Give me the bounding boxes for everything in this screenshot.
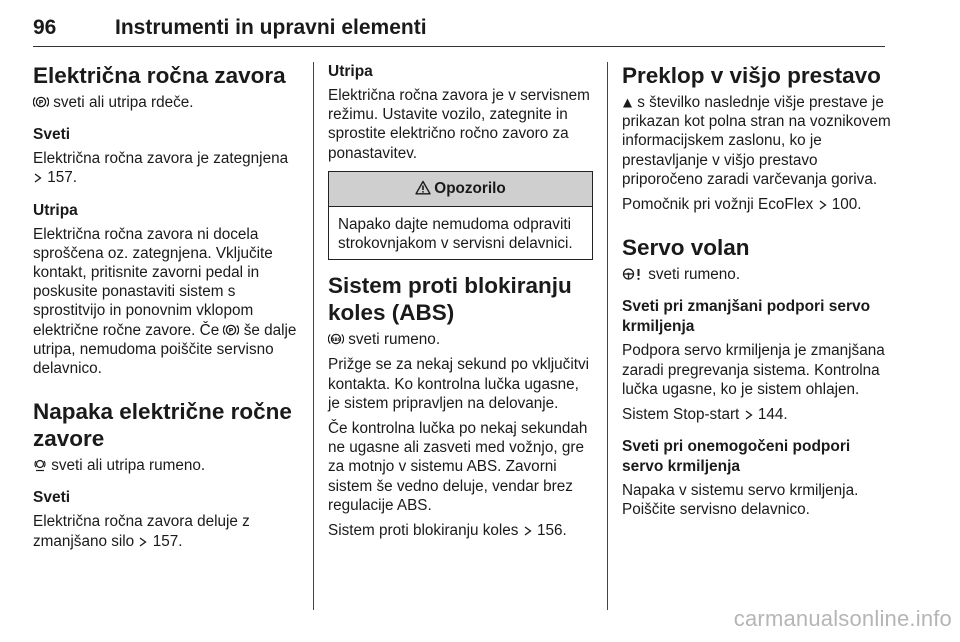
page-ref-arrow-icon [138, 533, 148, 550]
paragraph: Električna ročna zavora deluje z zmanjšano silo 157. [33, 513, 250, 550]
paragraph: Pomočnik pri vožnji EcoFlex 100. [622, 196, 862, 214]
running-title: Instrumenti in upravni elementi [115, 16, 427, 39]
svg-text:P: P [229, 325, 234, 334]
column-right [622, 62, 892, 526]
subsection-title: Sveti pri zmanjšani podpori servo krmiljenja [622, 298, 871, 336]
subsection-title: Sveti pri onemogočeni podpori servo krmiljenja [622, 438, 851, 476]
warning-header: Opozorilo [329, 172, 592, 207]
page-ref-arrow-icon [818, 196, 828, 213]
column-middle [328, 62, 593, 546]
paragraph: Sistem Stop-start 144. [622, 406, 788, 424]
subsection-title: Utripa [328, 63, 373, 80]
column-divider [607, 62, 608, 610]
paragraph: Prižge se za nekaj sekund po vključitvi kontakta. Ko kontrolna lučka ugasne, je sistem pripravljen na delovanje. [328, 356, 590, 412]
paragraph: sveti rumeno. [622, 265, 892, 284]
section-title-power-steering: Servo volan [622, 235, 750, 261]
paragraph: s številko naslednje višje prestave je prikazan kot polna stran na voznikovem informacijskem zaslonu, ko je prestavljanje v višjo prestavo priporočeno zaradi varčevanja goriva. [622, 94, 891, 188]
section-title-abs: Sistem proti blokiranju koles (ABS) [328, 273, 572, 326]
page-reference[interactable]: 144. [744, 406, 788, 423]
warning-triangle-icon [415, 180, 431, 198]
column-divider [313, 62, 314, 610]
warning-body: Napako dajte nemudoma odpraviti strokovnjakom v servisni delavnici. [338, 215, 573, 253]
page-reference[interactable]: 100. [818, 196, 862, 213]
up-arrow-icon [622, 94, 633, 111]
section-title-electric-parking-brake: Električna ročna zavora [33, 63, 286, 88]
column-left [33, 62, 305, 557]
section-title-brake-fault: Napaka električne ročne zavore [33, 399, 292, 452]
paragraph: sveti ali utripa rumeno. [33, 456, 305, 475]
paragraph: Električna ročna zavora ni docela sproščena oz. zategnjena. Vključite kontakt, pritisnite zavorni pedal in poskusite ponastaviti sistem s sprostitvijo in ponovnim vklopom električne ročne zavore. Če P še dalje utripa, nemudoma poiščite servisno delavnico. [33, 225, 297, 378]
park-brake-icon [33, 94, 49, 111]
warning-box [328, 171, 593, 260]
watermark: carmanualsonline.info [733, 606, 952, 631]
page-reference[interactable]: 156. [523, 522, 567, 539]
page-number: 96 [33, 16, 57, 39]
subsection-title: Sveti [33, 489, 71, 507]
paragraph: Podpora servo krmiljenja je zmanjšana zaradi pregrevanja sistema. Kontrolna lučka ugasne, ko je sistem ohlajen. [622, 342, 885, 398]
abs-icon [328, 331, 344, 348]
steering-icon [622, 266, 644, 283]
paragraph: ABS sveti rumeno. [328, 330, 593, 349]
park-brake-icon [223, 322, 239, 339]
subsection-title: Utripa [33, 201, 78, 219]
paragraph: Električna ročna zavora je v servisnem režimu. Ustavite vozilo, zategnite in sprostite električno ročno zavoro za ponastavitev. [328, 87, 590, 162]
paragraph: Električna ročna zavora je zategnjena 157. [33, 150, 289, 187]
page-ref-arrow-icon [523, 522, 533, 539]
page-ref-arrow-icon [33, 169, 43, 186]
svg-text:ABS: ABS [331, 338, 341, 344]
paragraph: Če kontrolna lučka po nekaj sekundah ne ugasne ali zasveti med vožnjo, gre za motnjo v sistemu ABS. Zavorni sistem še vedno deluje, vendar brez regulacije ABS. [328, 420, 588, 514]
paragraph: P sveti ali utripa rdeče. [33, 93, 305, 112]
section-title-shift-up: Preklop v višjo prestavo [622, 63, 881, 88]
page-reference[interactable]: 157. [33, 169, 77, 186]
paragraph: Napaka v sistemu servo krmiljenja. Poiščite servisno delavnico. [622, 482, 859, 519]
subsection-title: Sveti [33, 126, 71, 144]
page-reference[interactable]: 157. [138, 533, 182, 550]
paragraph: Sistem proti blokiranju koles 156. [328, 522, 567, 540]
brake-fault-icon [33, 457, 47, 474]
svg-text:P: P [38, 98, 44, 107]
page-ref-arrow-icon [744, 406, 754, 423]
page-header [33, 6, 885, 47]
